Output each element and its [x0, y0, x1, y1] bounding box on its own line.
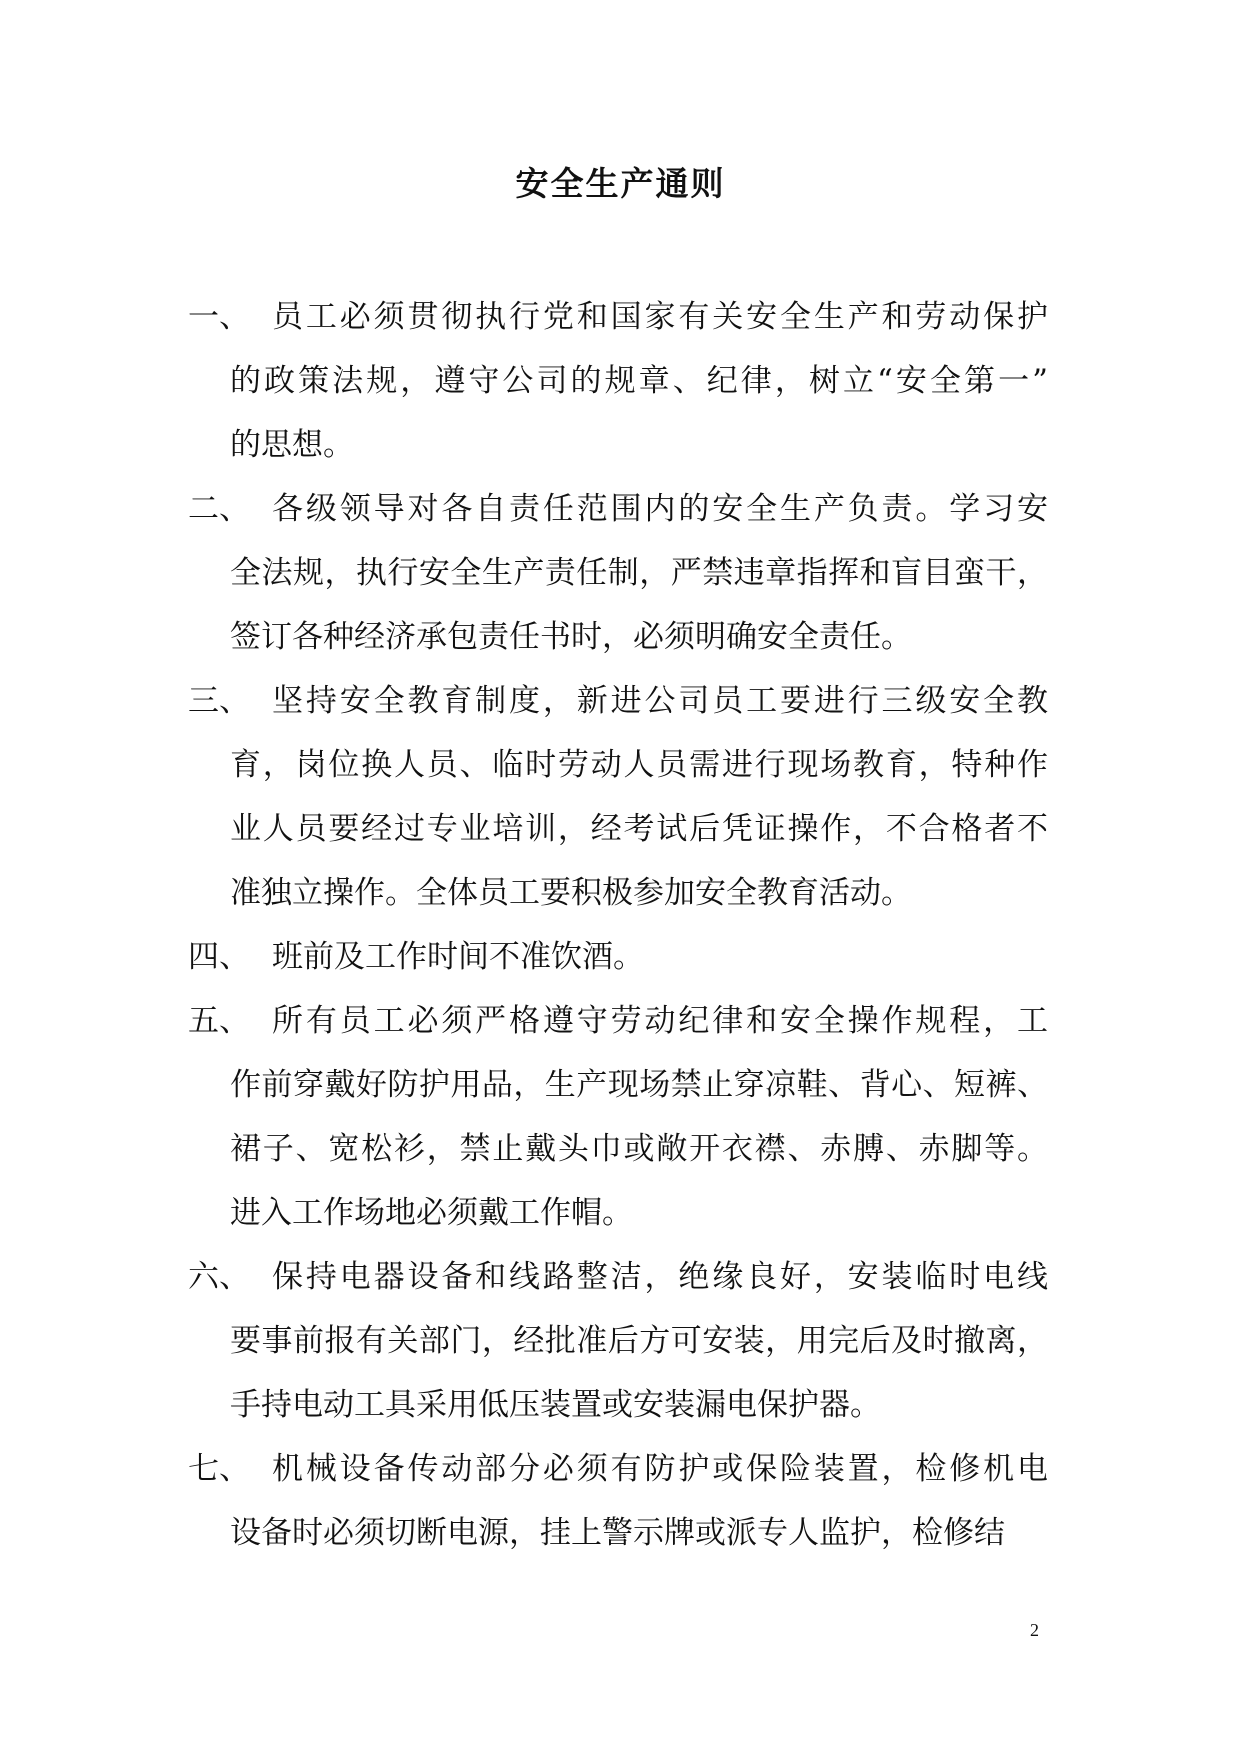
- article-item: [188, 477, 1048, 669]
- article-line: 机械设备传动部分必须有防护或保险装置，检修机电: [272, 1451, 1048, 1487]
- article-body: [230, 989, 1048, 1245]
- article-line: 班前及工作时间不准饮酒。: [272, 939, 644, 975]
- article-body: [230, 1245, 1048, 1437]
- article-item: [188, 669, 1048, 925]
- article-body: [230, 669, 1048, 925]
- article-line: 签订各种经济承包责任书时，必须明确安全责任。: [230, 619, 912, 655]
- article-line: 保持电器设备和线路整洁，绝缘良好，安装临时电线: [272, 1259, 1048, 1295]
- article-line: 全法规，执行安全生产责任制，严禁违章指挥和盲目蛮干，: [230, 555, 1048, 591]
- article-line: 作前穿戴好防护用品，生产现场禁止穿凉鞋、背心、短裤、: [230, 1067, 1048, 1103]
- article-line: 业人员要经过专业培训，经考试后凭证操作，不合格者不: [230, 811, 1048, 847]
- article-line: 的政策法规，遵守公司的规章、纪律，树立“安全第一”: [230, 363, 1048, 399]
- page-number: 2: [1030, 1620, 1039, 1640]
- article-body: [230, 477, 1048, 669]
- article-line: 手持电动工具采用低压装置或安装漏电保护器。: [230, 1387, 881, 1423]
- article-item: [188, 989, 1048, 1245]
- article-list: [188, 285, 1048, 1565]
- article-item: [188, 285, 1048, 477]
- article-line: 准独立操作。全体员工要积极参加安全教育活动。: [230, 875, 912, 911]
- article-line: 育，岗位换人员、临时劳动人员需进行现场教育，特种作: [230, 747, 1048, 783]
- article-line: 设备时必须切断电源，挂上警示牌或派专人监护，检修结: [230, 1515, 1005, 1551]
- article-line: 进入工作场地必须戴工作帽。: [230, 1195, 633, 1231]
- article-line: 的思想。: [230, 427, 354, 463]
- article-line: 坚持安全教育制度，新进公司员工要进行三级安全教: [272, 683, 1048, 719]
- article-line: 员工必须贯彻执行党和国家有关安全生产和劳动保护: [272, 299, 1048, 335]
- article-line: 裙子、宽松衫，禁止戴头巾或敞开衣襟、赤膊、赤脚等。: [230, 1131, 1048, 1167]
- page-title: 安全生产通则: [515, 164, 726, 203]
- article-number: 六、: [188, 1259, 250, 1295]
- article-number: 七、: [188, 1451, 250, 1487]
- article-body: [230, 285, 1048, 477]
- article-number: 二、: [188, 491, 250, 527]
- article-number: 五、: [188, 1003, 250, 1039]
- article-line: 要事前报有关部门，经批准后方可安装，用完后及时撤离，: [230, 1323, 1048, 1359]
- article-item: [188, 1437, 1048, 1565]
- article-item: [188, 1245, 1048, 1437]
- article-number: 四、: [188, 939, 250, 975]
- article-number: 一、: [188, 299, 250, 335]
- article-number: 三、: [188, 683, 250, 719]
- article-line: 所有员工必须严格遵守劳动纪律和安全操作规程，工: [272, 1003, 1048, 1039]
- article-line: 各级领导对各自责任范围内的安全生产负责。学习安: [272, 491, 1048, 527]
- article-body: [272, 925, 1048, 989]
- article-item: [188, 925, 1048, 989]
- article-body: [230, 1437, 1048, 1565]
